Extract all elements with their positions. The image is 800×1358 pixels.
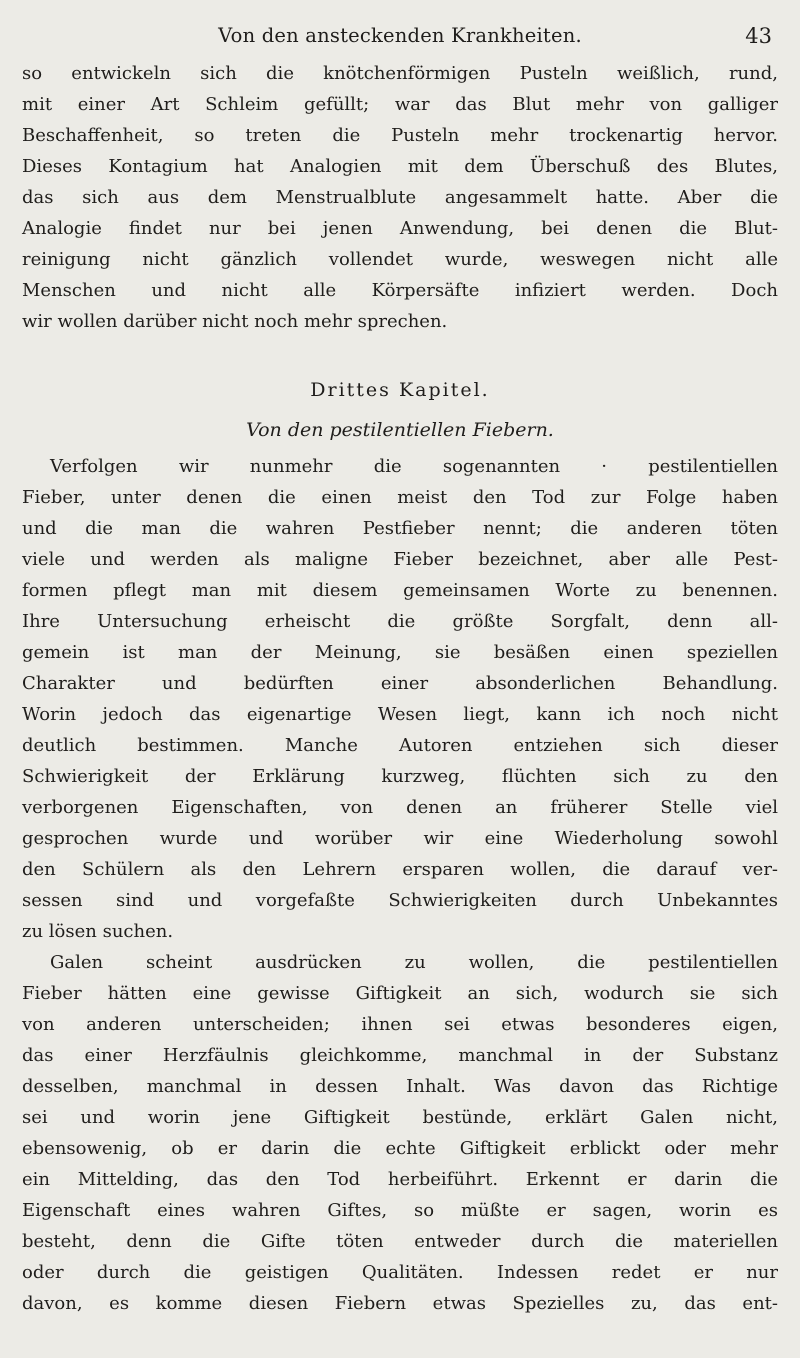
text-line: Menschen und nicht alle Körpersäfte infiziert werden. Doch xyxy=(22,280,778,301)
paragraph-1 xyxy=(22,58,778,337)
text-line: Schwierigkeit der Erklärung kurzweg, flüchten sich zu den xyxy=(22,766,778,787)
text-line: Ihre Untersuchung erheischt die größte Sorgfalt, denn all- xyxy=(22,611,778,632)
text-line: Fieber, unter denen die einen meist den Tod zur Folge haben xyxy=(22,487,778,508)
text-line: Worin jedoch das eigenartige Wesen liegt, kann ich noch nicht xyxy=(22,704,778,725)
text-line: Charakter und bedürften einer absonderlichen Behandlung. xyxy=(22,673,778,694)
text-line: besteht, denn die Gifte töten entweder durch die materiellen xyxy=(22,1231,778,1252)
chapter-title: Drittes Kapitel. xyxy=(310,379,490,401)
text-line: gemein ist man der Meinung, sie besäßen einen speziellen xyxy=(22,642,778,663)
text-line: mit einer Art Schleim gefüllt; war das Blut mehr von galliger xyxy=(22,94,778,115)
text-line: reinigung nicht gänzlich vollendet wurde, weswegen nicht alle xyxy=(22,249,778,270)
text-line: wir wollen darüber nicht noch mehr sprechen. xyxy=(22,311,448,332)
text-line: sessen sind und vorgefaßte Schwierigkeiten durch Unbekanntes xyxy=(22,890,778,911)
page-number: 43 xyxy=(745,24,772,48)
text-line: von anderen unterscheiden; ihnen sei etwas besonderes eigen, xyxy=(22,1014,778,1035)
text-line: Verfolgen wir nunmehr die sogenannten · pestilentiellen xyxy=(50,456,778,477)
text-line: Galen scheint ausdrücken zu wollen, die pestilentiellen xyxy=(50,952,778,973)
text-line: viele und werden als maligne Fieber bezeichnet, aber alle Pest- xyxy=(22,549,778,570)
text-line: Fieber hätten eine gewisse Giftigkeit an sich, wodurch sie sich xyxy=(22,983,778,1004)
text-line: desselben, manchmal in dessen Inhalt. Was davon das Richtige xyxy=(22,1076,778,1097)
text-line: sei und worin jene Giftigkeit bestünde, erklärt Galen nicht, xyxy=(22,1107,778,1128)
text-line: Eigenschaft eines wahren Giftes, so müßte er sagen, worin es xyxy=(22,1200,778,1221)
chapter-subtitle: Von den pestilentiellen Fiebern. xyxy=(246,419,554,441)
text-line: so entwickeln sich die knötchenförmigen Pusteln weißlich, rund, xyxy=(22,63,778,84)
text-line: deutlich bestimmen. Manche Autoren entziehen sich dieser xyxy=(22,735,778,756)
text-line: verborgenen Eigenschaften, von denen an früherer Stelle viel xyxy=(22,797,778,818)
running-head: Von den ansteckenden Krankheiten. xyxy=(218,24,582,47)
text-line: Beschaffenheit, so treten die Pusteln mehr trockenartig hervor. xyxy=(22,125,778,146)
text-line: oder durch die geistigen Qualitäten. Indessen redet er nur xyxy=(22,1262,778,1283)
text-line: formen pflegt man mit diesem gemeinsamen Worte zu benennen. xyxy=(22,580,778,601)
text-line: ebensowenig, ob er darin die echte Giftigkeit erblickt oder mehr xyxy=(22,1138,778,1159)
text-line: zu lösen suchen. xyxy=(22,921,174,942)
paragraph-2 xyxy=(22,451,778,947)
text-line: das einer Herzfäulnis gleichkomme, manchmal in der Substanz xyxy=(22,1045,778,1066)
text-line: ein Mittelding, das den Tod herbeiführt. Erkennt er darin die xyxy=(22,1169,778,1190)
text-line: gesprochen wurde und worüber wir eine Wiederholung sowohl xyxy=(22,828,778,849)
text-line: Analogie findet nur bei jenen Anwendung, bei denen die Blut- xyxy=(22,218,778,239)
text-line: und die man die wahren Pestfieber nennt; die anderen töten xyxy=(22,518,778,539)
text-line: davon, es komme diesen Fiebern etwas Spezielles zu, das ent- xyxy=(22,1293,778,1314)
paragraph-3 xyxy=(22,947,778,1319)
text-line: das sich aus dem Menstrualblute angesammelt hatte. Aber die xyxy=(22,187,778,208)
page-header xyxy=(22,24,778,58)
text-line: Dieses Kontagium hat Analogien mit dem Überschuß des Blutes, xyxy=(22,156,778,177)
text-line: den Schülern als den Lehrern ersparen wollen, die darauf ver- xyxy=(22,859,778,880)
